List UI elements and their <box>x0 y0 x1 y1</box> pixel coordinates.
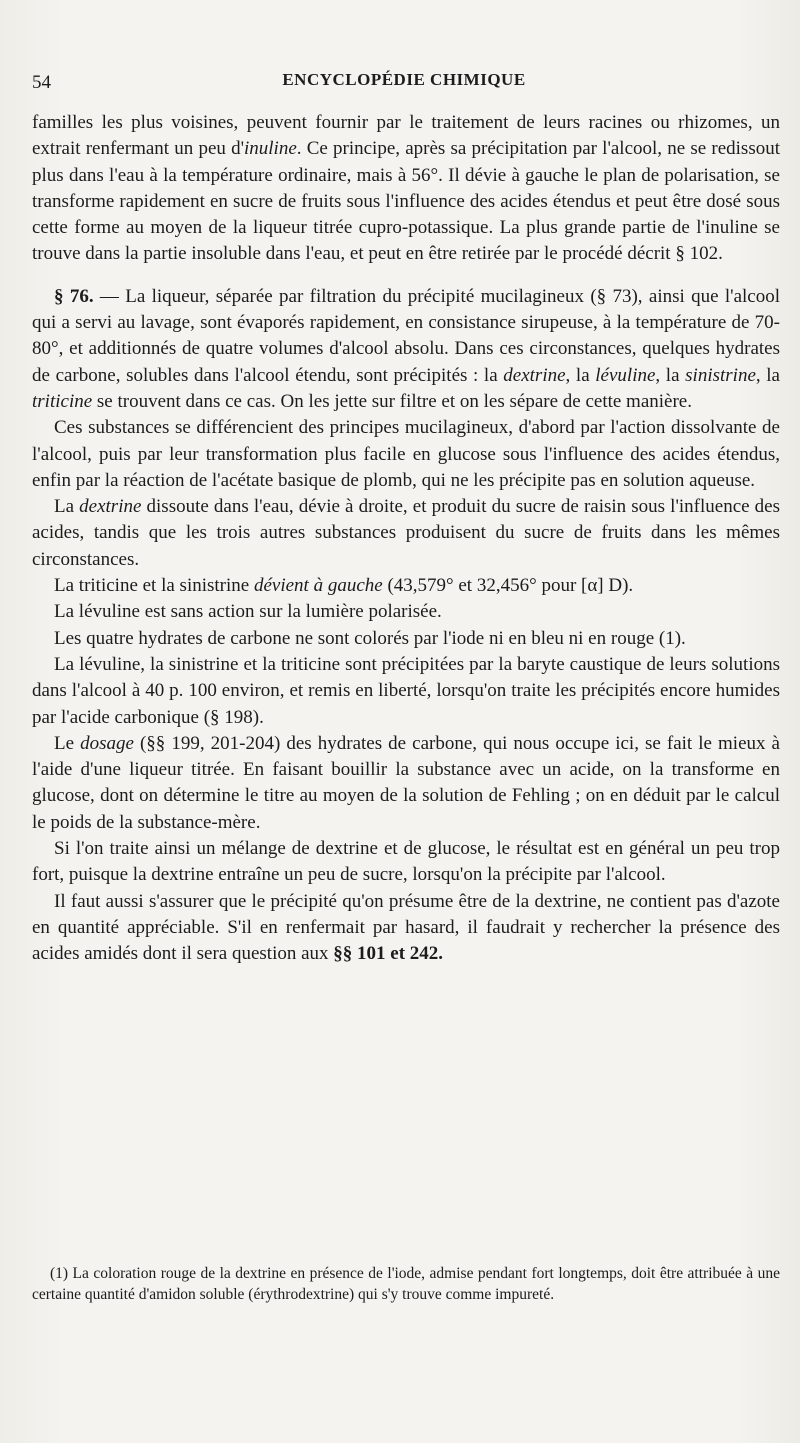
paragraph-section-76 <box>32 284 780 415</box>
footnotes <box>32 1263 780 1305</box>
section-marker: § 76. <box>54 285 94 307</box>
term-levuline: lévuline <box>595 364 656 386</box>
paragraph <box>32 889 780 968</box>
text-run: Les quatre hydrates de carbone ne sont colorés par l'iode ni en bleu ni en rouge (1). <box>54 627 686 649</box>
text-run: dissoute dans l'eau, dévie à droite, et produit du sucre de raisin sous l'influence des acides, tandis que les trois autres substances produisent du sucre de fruits dans les mêmes circonstances. <box>32 496 780 570</box>
paragraph <box>32 626 780 652</box>
page-number: 54 <box>32 72 51 93</box>
footnote: (1) La coloration rouge de la dextrine en présence de l'iode, admise pendant fort longtemps, doit être attribuée à une certaine quantité d'amidon soluble (érythrodextrine) qui s'y trouve comme impureté. <box>32 1265 780 1303</box>
term-dosage: dosage <box>80 732 134 754</box>
paragraph <box>32 836 780 889</box>
text-run: Le <box>54 732 81 754</box>
text-run: , la <box>755 364 780 386</box>
paragraph <box>32 731 780 836</box>
text-run: La lévuline, la sinistrine et la triticine sont précipitées par la baryte caustique de leurs solutions dans l'alcool à 40 p. 100 environ, et remis en liberté, lorsqu'on traite les précipités encore humides par l'acide carbonique (§ 198). <box>32 653 780 728</box>
paragraph <box>32 415 780 494</box>
text-run: La <box>54 496 80 518</box>
text-run: (§§ 199, 201-204) des hydrates de carbone, qui nous occupe ici, se fait le mieux à l'aide d'une liqueur titrée. En faisant bouillir la substance avec un acide, on la transforme en glucose, dont on détermine le titre au moyen de la solution de Fehling ; on en déduit par le calcul le poids de la substance-mère. <box>32 732 780 833</box>
section-reference: §§ 101 et 242. <box>333 943 444 965</box>
paragraph <box>32 599 780 625</box>
body-text <box>32 110 780 968</box>
text-run: Si l'on traite ainsi un mélange de dextrine et de glucose, le résultat est en général un peu trop fort, puisque la dextrine entraîne un peu de sucre, lorsqu'on la précipite par l'alcool. <box>32 838 780 886</box>
text-run: (43,579° et 32,456° pour [α] D). <box>382 575 634 597</box>
text-run: , la <box>655 364 686 386</box>
text-run: , la <box>565 364 596 386</box>
term-dextrine: dextrine <box>79 496 142 518</box>
running-title: ENCYCLOPÉDIE CHIMIQUE <box>282 70 526 89</box>
page-header <box>32 70 776 98</box>
paragraph <box>32 573 780 599</box>
text-run: La lévuline est sans action sur la lumière polarisée. <box>54 601 442 623</box>
term-inuline: inuline <box>244 138 297 160</box>
term-sinistrine: sinistrine <box>685 364 756 386</box>
text-run: familles les plus voisines, peuvent fournir par le traitement de leurs racines ou rhizomes, un extrait renfermant un peu d' <box>32 112 780 160</box>
text-run: — La liqueur, séparée par filtration du précipité mucilagineux (§ 73), ainsi que l'alcool qui a servi au lavage, sont évaporés rapidement, en consistance sirupeuse, à la température de 70-80°, et additionnés de quatre volumes d'alcool absolu. Dans ces circonstances, quelques hydrates de carbone, solubles dans l'alcool étendu, sont précipités : la <box>32 285 780 386</box>
paragraph <box>32 652 780 731</box>
text-run: . Ce principe, après sa précipitation par l'alcool, ne se redissout plus dans l'eau à la température ordinaire, mais à 56°. Il dévie à gauche le plan de polarisation, se transforme rapidement en sucre de fruits sous l'influence des acides étendus et peut être dosé sous cette forme au moyen de la liqueur titrée cupro-potassique. La plus grande partie de l'inuline se trouve dans la partie insoluble dans l'eau, et peut en être retirée par le procédé décrit § 102. <box>32 138 780 265</box>
emphasis: dévient à gauche <box>253 575 383 597</box>
term-dextrine: dextrine <box>503 364 566 386</box>
text-run: Ces substances se différencient des principes mucilagineux, d'abord par l'action dissolvante de l'alcool, puis par leur transformation plus facile en glucose sous l'influence des acides étendus, enfin par la réaction de l'acétate basique de plomb, qui ne les précipite pas en solution aqueuse. <box>32 417 780 491</box>
text-run: Il faut aussi s'assurer que le précipité qu'on présume être de la dextrine, ne contient pas d'azote en quantité appréciable. S'il en renfermait par hasard, il faudrait y rechercher la présence des acides amidés dont il sera question aux <box>32 890 780 965</box>
text-run: La triticine et la sinistrine <box>54 575 254 597</box>
text-run: se trouvent dans ce cas. On les jette sur filtre et on les sépare de cette manière. <box>92 390 692 412</box>
paragraph-continuation <box>32 110 780 268</box>
term-triticine: triticine <box>32 390 93 412</box>
paragraph <box>32 494 780 573</box>
